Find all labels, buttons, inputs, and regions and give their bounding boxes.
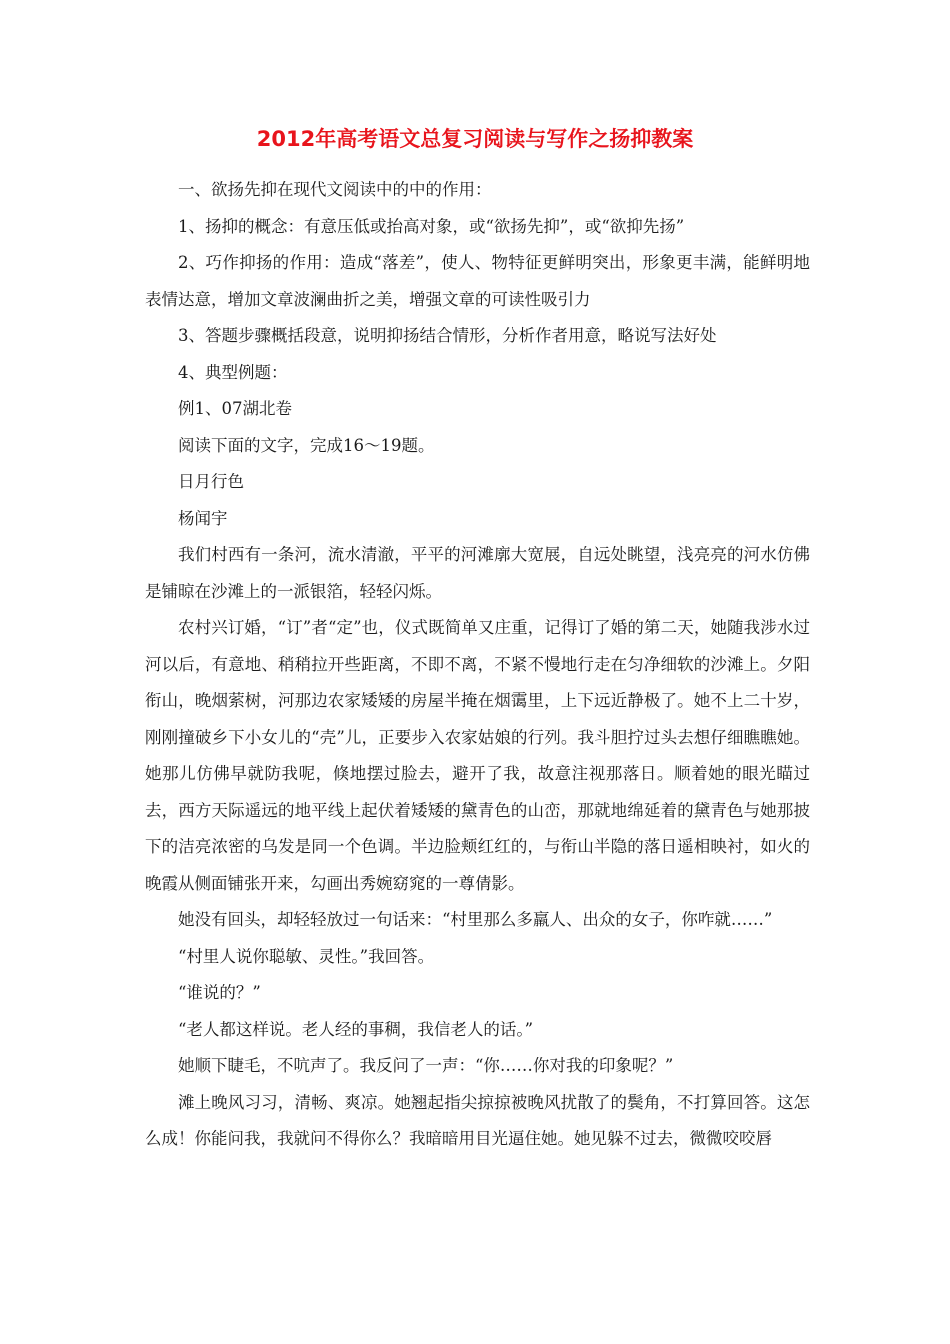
paragraph: 滩上晚风习习，清畅、爽凉。她翘起指尖掠掠被晚风扰散了的鬓角，不打算回答。这怎么成！你能问我，我就问不得你么？我暗暗用目光逼住她。她见躲不过去，微微咬咬唇	[145, 1092, 810, 1148]
document-body	[145, 172, 810, 1158]
paragraph: “老人都这样说。老人经的事稠，我信老人的话。”	[178, 1019, 534, 1039]
paragraph: 我们村西有一条河，流水清澈，平平的河滩廓大宽展，自远处眺望，浅亮亮的河水仿佛是铺晾在沙滩上的一派银箔，轻轻闪烁。	[145, 545, 810, 601]
paragraph: 农村兴订婚，“订”者“定”也，仪式既简单又庄重，记得订了婚的第二天，她随我涉水过河以后，有意地、稍稍拉开些距离，不即不离，不紧不慢地行走在匀净细软的沙滩上。夕阳衔山，晚烟萦树，河那边农家矮矮的房屋半掩在烟霭里，上下远近静极了。她不上二十岁，刚刚撞破乡下小女儿的“壳”儿，正要步入农家姑娘的行列。我斗胆拧过头去想仔细瞧瞧她。她那儿仿佛早就防我呢，倏地摆过脸去，避开了我，故意注视那落日。顺着她的眼光瞄过去，西方天际遥远的地平线上起伏着矮矮的黛青色的山峦，那就地绵延着的黛青色与她那披下的洁亮浓密的乌发是同一个色调。半边脸颊红红的，与衔山半隐的落日遥相映衬，如火的晚霞从侧面铺张开来，勾画出秀婉窈窕的一尊倩影。	[145, 618, 810, 893]
paragraph: 1、扬抑的概念：有意压低或抬高对象，或“欲扬先抑”，或“欲抑先扬”	[178, 216, 685, 236]
paragraph: 4、典型例题：	[178, 362, 288, 382]
paragraph: 一、欲扬先抑在现代文阅读中的中的作用：	[178, 180, 492, 199]
paragraph: “村里人说你聪敏、灵性。”我回答。	[178, 946, 435, 966]
paragraph: 杨闻宇	[178, 508, 228, 528]
paragraph: 她没有回头，却轻轻放过一句话来：“村里那么多羸人、出众的女子，你咋就……”	[178, 910, 773, 929]
document-title: 2012年高考语文总复习阅读与写作之扬抑教案	[256, 127, 694, 151]
paragraph: 日月行色	[178, 472, 244, 491]
paragraph: 阅读下面的文字，完成16～19题。	[178, 435, 435, 455]
paragraph: 3、答题步骤概括段意，说明抑扬结合情形，分析作者用意，略说写法好处	[178, 326, 717, 345]
paragraph: “谁说的？”	[178, 983, 261, 1002]
paragraph: 2、巧作抑扬的作用：造成“落差”，使人、物特征更鲜明突出，形象更丰满，能鲜明地表情达意，增加文章波澜曲折之美，增强文章的可读性吸引力	[145, 253, 810, 309]
paragraph: 她顺下睫毛，不吭声了。我反问了一声：“你……你对我的印象呢？”	[178, 1056, 674, 1075]
paragraph: 例1、07湖北卷	[178, 399, 292, 418]
